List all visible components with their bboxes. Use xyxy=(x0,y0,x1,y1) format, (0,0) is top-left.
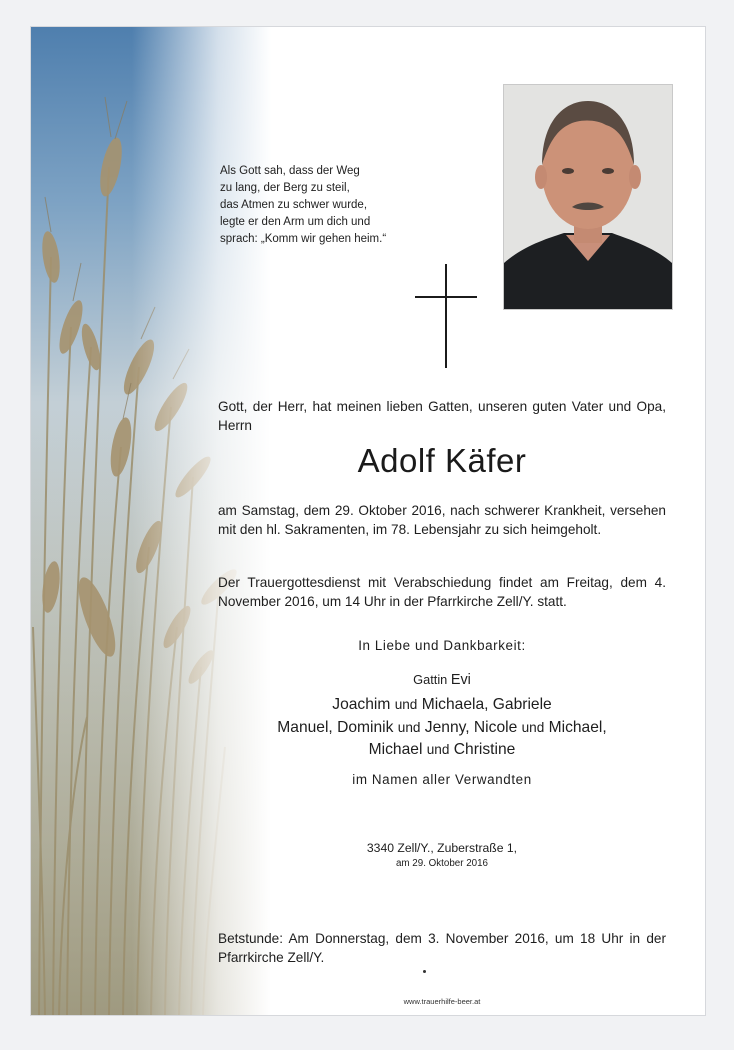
prayer-text: Betstunde: Am Donnerstag, dem 3. November 2016, um 18 Uhr in der Pfarrkirche Zell/Y. xyxy=(218,931,666,965)
child-name: Michaela, Gabriele xyxy=(421,696,552,713)
grandchild-name: Manuel, Dominik xyxy=(277,719,394,736)
website-text: www.trauerhilfe-beer.at xyxy=(403,997,481,1006)
portrait-photo xyxy=(503,84,673,310)
conjunction: und xyxy=(394,697,418,712)
children-line xyxy=(218,694,666,716)
poem-line: legte er den Arm um dich und xyxy=(220,216,371,228)
cross-icon xyxy=(415,264,477,368)
grandchild-name: Jenny, Nicole xyxy=(424,719,518,736)
grandchildren-line xyxy=(218,739,666,761)
poem-line: sprach: „Komm wir gehen heim.“ xyxy=(220,233,387,245)
poem-line: Als Gott sah, dass der Weg xyxy=(220,165,360,177)
date-line: am 29. Oktober 2016 xyxy=(395,858,489,869)
mourners-heading: In Liebe und Dankbarkeit: xyxy=(358,638,526,653)
grandchild-name: Michael, xyxy=(548,719,607,736)
child-name: Joachim xyxy=(332,696,391,713)
grandchild-name: Christine xyxy=(453,741,516,758)
relatives-line: im Namen aller Verwandten xyxy=(352,772,532,787)
conjunction: und xyxy=(426,742,450,757)
obituary-sheet xyxy=(30,26,706,1016)
poem-line: zu lang, der Berg zu steil, xyxy=(220,182,350,194)
spouse-name: Evi xyxy=(450,672,471,688)
conjunction: und xyxy=(521,720,545,735)
grandchildren-line xyxy=(218,717,666,739)
address: 3340 Zell/Y., Zuberstraße 1, xyxy=(366,841,518,855)
grandchildren xyxy=(218,717,666,761)
deceased-name: Adolf Käfer xyxy=(357,442,527,479)
conjunction: und xyxy=(397,720,421,735)
death-text: am Samstag, dem 29. Oktober 2016, nach schwerer Krankheit, versehen mit den hl. Sakramenten, im 78. Lebensjahr zu sich heimgeholt. xyxy=(218,503,666,537)
service-text: Der Trauergottesdienst mit Verabschiedung findet am Freitag, dem 4. November 2016, um 14 Uhr in der Pfarrkirche Zell/Y. statt. xyxy=(218,575,666,609)
grandchild-name: Michael xyxy=(368,741,423,758)
intro-text: Gott, der Herr, hat meinen lieben Gatten, unseren guten Vater und Opa, Herrn xyxy=(218,399,666,433)
poem-line: das Atmen zu schwer wurde, xyxy=(220,199,368,211)
dot-mark xyxy=(423,970,426,973)
spouse-line xyxy=(218,671,666,689)
poem xyxy=(220,163,440,248)
spouse-label: Gattin xyxy=(413,672,448,687)
